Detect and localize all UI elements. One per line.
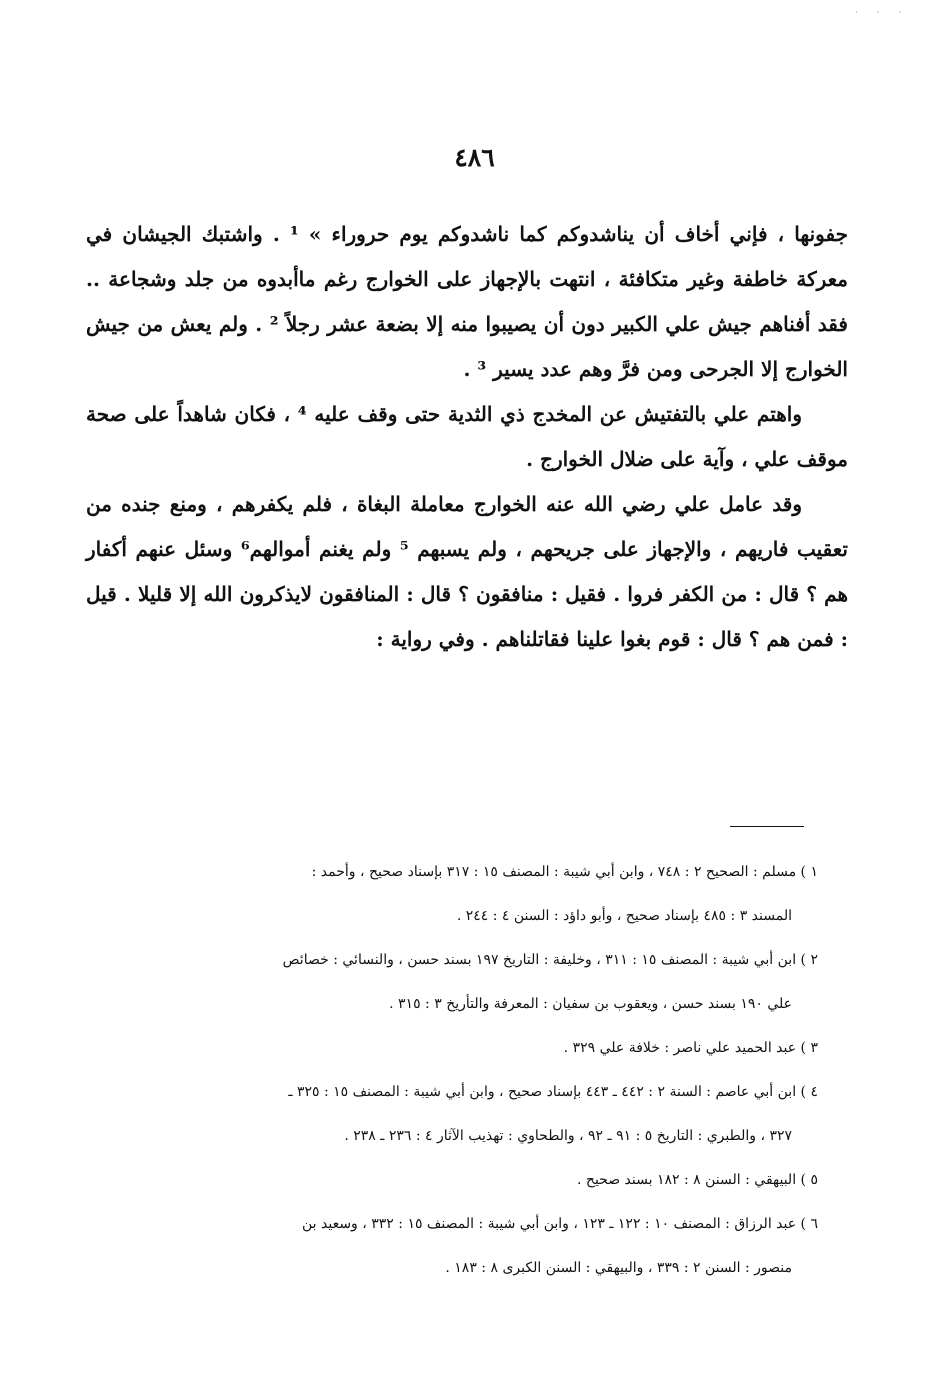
paragraph: وقد عامل علي رضي الله عنه الخوارج معاملة البغاة ، فلم يكفرهم ، ومنع جنده من تعقيب فاريهم ، والإجهاز على جريحهم ، ولم يسبهم ⁵ ولم يغنم أموالهم⁶ وسئل عنهم أكفار هم ؟ قال : من الكفر فروا . فقيل : منافقون ؟ قال : المنافقون لايذكرون الله إلا قليلا . قيل : فمن هم ؟ قال : قوم بغوا علينا فقاتلناهم . وفي رواية : xyxy=(86,492,848,651)
footnote-3 xyxy=(118,1026,818,1070)
footnote-1 xyxy=(118,850,818,938)
footnote-number: ٥ ) xyxy=(800,1172,818,1188)
footnote-number: ٣ ) xyxy=(800,1040,818,1056)
footnotes xyxy=(118,850,818,1290)
footnote-2 xyxy=(118,938,818,1026)
footnote-text-cont: المسند ٣ : ٤٨٥ بإسناد صحيح ، وأبو داؤد : السنن ٤ : ٢٤٤ . xyxy=(456,908,792,924)
main-text xyxy=(86,212,848,662)
footnote-text: البيهقي : السنن ٨ : ١٨٢ بسند صحيح . xyxy=(577,1172,797,1188)
footnote-text-cont: منصور : السنن ٢ : ٣٣٩ ، والبيهقي : السنن الكبرى ٨ : ١٨٣ . xyxy=(445,1260,792,1276)
scan-marks: · · · xyxy=(855,8,910,18)
footnote-text: عبد الرزاق : المصنف ١٠ : ١٢٢ ـ ١٢٣ ، وابن أبي شيبة : المصنف ١٥ : ٣٣٢ ، وسعيد بن xyxy=(302,1216,797,1232)
footnote-text: عبد الحميد علي ناصر : خلافة علي ٣٢٩ . xyxy=(563,1040,797,1056)
footnote-6 xyxy=(118,1202,818,1290)
footnote-text: ابن أبي شيبة : المصنف ١٥ : ٣١١ ، وخليفة : التاريخ ١٩٧ بسند حسن ، والنسائي : خصائص xyxy=(282,952,797,968)
footnote-number: ٤ ) xyxy=(800,1084,818,1100)
footnote-number: ١ ) xyxy=(800,864,818,880)
footnote-number: ٦ ) xyxy=(800,1216,818,1232)
footnote-text-cont: علي ١٩٠ بسند حسن ، ويعقوب بن سفيان : المعرفة والتأريخ ٣ : ٣١٥ . xyxy=(389,996,792,1012)
footnote-text: ابن أبي عاصم : السنة ٢ : ٤٤٢ ـ ٤٤٣ بإسناد صحيح ، وابن أبي شيبة : المصنف ١٥ : ٣٢٥ ـ xyxy=(288,1084,797,1100)
footnote-number: ٢ ) xyxy=(800,952,818,968)
page-number: ٤٨٦ xyxy=(454,143,495,172)
footnote-4 xyxy=(118,1070,818,1158)
footnote-5 xyxy=(118,1158,818,1202)
footnote-separator xyxy=(730,826,804,827)
paragraph: واهتم علي بالتفتيش عن المخدج ذي الثدية حتى وقف عليه ⁴ ، فكان شاهداً على صحة موقف علي ، وآية على ضلال الخوارج . xyxy=(86,402,848,471)
footnote-text: مسلم : الصحيح ٢ : ٧٤٨ ، وابن أبي شيبة : المصنف ١٥ : ٣١٧ بإسناد صحيح ، وأحمد : xyxy=(311,864,797,880)
paragraph: جفونها ، فإني أخاف أن يناشدوكم كما ناشدوكم يوم حروراء » ¹ . واشتبك الجيشان في معركة خاطفة وغير متكافئة ، انتهت بالإجهاز على الخوارج رغم ماأبدوه من جلد وشجاعة .. فقد أفناهم جيش علي الكبير دون أن يصيبوا منه إلا بضعة عشر رجلاً ² . ولم يعش من جيش الخوارج إلا الجرحى ومن فرَّ وهم عدد يسير ³ . xyxy=(86,222,848,381)
footnote-text-cont: ٣٢٧ ، والطبري : التاريخ ٥ : ٩١ ـ ٩٢ ، والطحاوي : تهذيب الآثار ٤ : ٢٣٦ ـ ٢٣٨ . xyxy=(344,1128,792,1144)
